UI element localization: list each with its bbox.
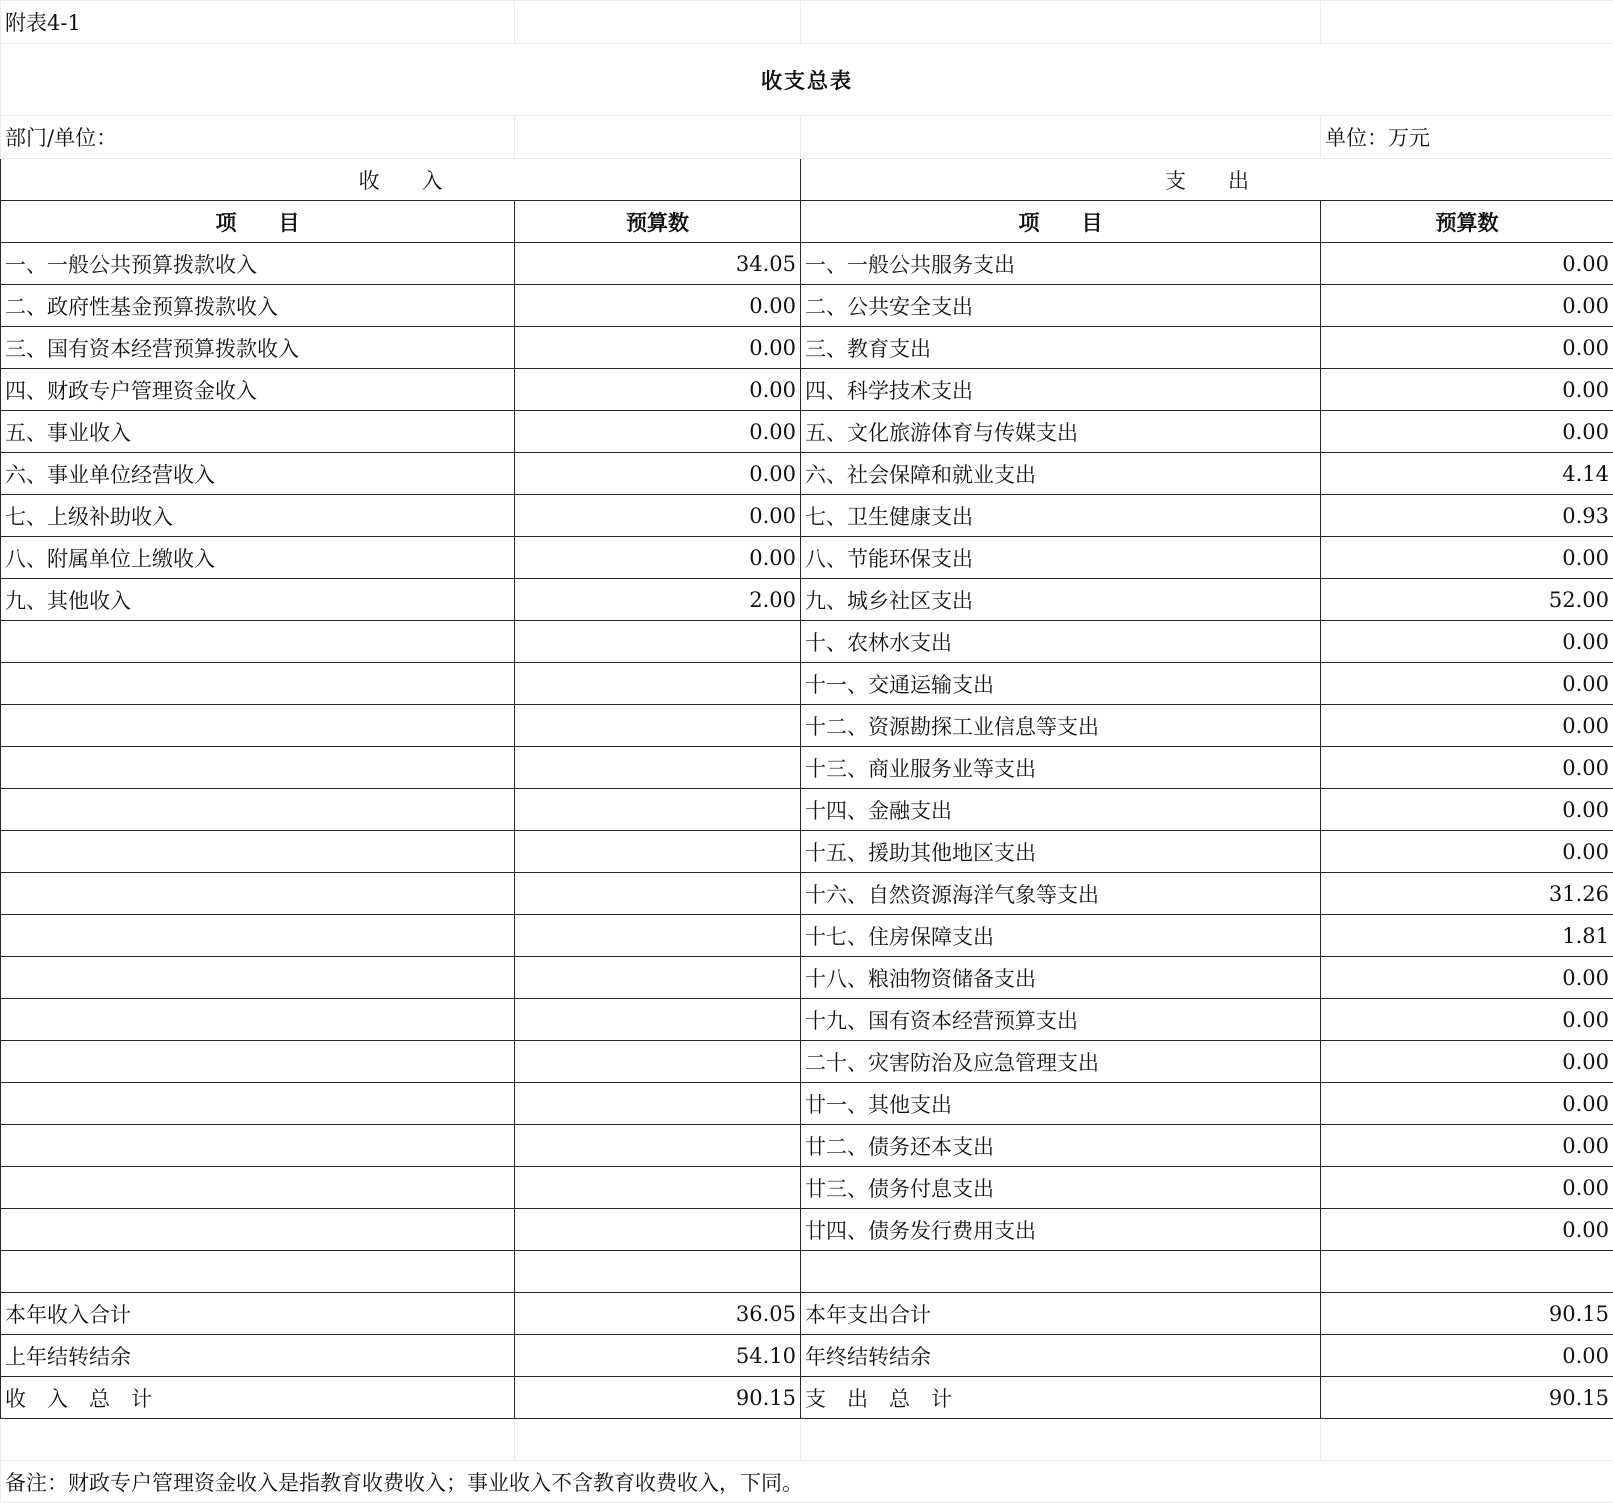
expense-item-cell: 十二、资源勘探工业信息等支出 — [801, 705, 1321, 747]
expense-value-cell: 0.00 — [1321, 369, 1613, 411]
income-item-cell — [1, 1167, 515, 1209]
income-value-cell — [515, 747, 801, 789]
expense-budget-header: 预算数 — [1321, 201, 1613, 243]
expense-value-cell: 0.00 — [1321, 663, 1613, 705]
income-value-cell: 0.00 — [515, 411, 801, 453]
income-value-cell — [515, 621, 801, 663]
expense-item-cell: 廿一、其他支出 — [801, 1083, 1321, 1125]
expense-value-cell: 0.00 — [1321, 789, 1613, 831]
table-row — [1, 1251, 1613, 1293]
income-value-cell — [515, 999, 801, 1041]
table-row — [1, 1335, 1613, 1377]
income-value-cell: 54.10 — [515, 1335, 801, 1377]
expense-item-cell: 十七、住房保障支出 — [801, 915, 1321, 957]
table-row — [1, 831, 1613, 873]
expense-value-cell: 0.00 — [1321, 1083, 1613, 1125]
expense-value-cell — [1321, 1251, 1613, 1293]
income-header: 收 入 — [1, 159, 801, 201]
table-row — [1, 1167, 1613, 1209]
expense-value-cell: 0.00 — [1321, 411, 1613, 453]
income-value-cell: 0.00 — [515, 369, 801, 411]
expense-value-cell: 90.15 — [1321, 1293, 1613, 1335]
expense-item-cell: 八、节能环保支出 — [801, 537, 1321, 579]
income-item-cell: 收 入 总 计 — [1, 1377, 515, 1419]
expense-item-cell: 十三、商业服务业等支出 — [801, 747, 1321, 789]
expense-value-cell: 4.14 — [1321, 453, 1613, 495]
expense-value-cell: 0.00 — [1321, 285, 1613, 327]
expense-item-cell: 十四、金融支出 — [801, 789, 1321, 831]
expense-value-cell: 0.00 — [1321, 1125, 1613, 1167]
income-value-cell: 2.00 — [515, 579, 801, 621]
income-value-cell — [515, 663, 801, 705]
income-value-cell: 0.00 — [515, 327, 801, 369]
income-item-cell: 四、财政专户管理资金收入 — [1, 369, 515, 411]
table-row — [1, 957, 1613, 999]
expense-value-cell: 1.81 — [1321, 915, 1613, 957]
income-value-cell — [515, 831, 801, 873]
table-row — [1, 1209, 1613, 1251]
expense-item-cell: 六、社会保障和就业支出 — [801, 453, 1321, 495]
table-row — [1, 1377, 1613, 1419]
expense-item-cell: 十九、国有资本经营预算支出 — [801, 999, 1321, 1041]
table-row — [1, 705, 1613, 747]
expense-value-cell: 0.00 — [1321, 243, 1613, 285]
income-value-cell: 34.05 — [515, 243, 801, 285]
expense-item-cell: 三、教育支出 — [801, 327, 1321, 369]
expense-item-cell: 本年支出合计 — [801, 1293, 1321, 1335]
expense-item-cell: 四、科学技术支出 — [801, 369, 1321, 411]
income-value-cell — [515, 1083, 801, 1125]
expense-value-cell: 0.00 — [1321, 747, 1613, 789]
table-row — [1, 327, 1613, 369]
income-value-cell: 0.00 — [515, 495, 801, 537]
income-value-cell: 0.00 — [515, 537, 801, 579]
income-item-cell — [1, 747, 515, 789]
income-value-cell — [515, 1167, 801, 1209]
expense-value-cell: 0.00 — [1321, 999, 1613, 1041]
income-item-cell — [1, 1209, 515, 1251]
table-row — [1, 453, 1613, 495]
income-item-cell — [1, 1251, 515, 1293]
expense-item-cell: 十五、援助其他地区支出 — [801, 831, 1321, 873]
table-row — [1, 495, 1613, 537]
expense-item-cell: 七、卫生健康支出 — [801, 495, 1321, 537]
income-item-cell: 九、其他收入 — [1, 579, 515, 621]
income-value-cell — [515, 1125, 801, 1167]
income-value-cell — [515, 705, 801, 747]
expense-item-cell: 二、公共安全支出 — [801, 285, 1321, 327]
income-value-cell — [515, 873, 801, 915]
expense-value-cell: 0.00 — [1321, 621, 1613, 663]
table-row — [1, 999, 1613, 1041]
income-item-cell: 五、事业收入 — [1, 411, 515, 453]
income-item-cell — [1, 915, 515, 957]
income-item-header: 项 目 — [1, 201, 515, 243]
income-item-cell — [1, 789, 515, 831]
income-value-cell: 0.00 — [515, 285, 801, 327]
table-row — [1, 1083, 1613, 1125]
table-row — [1, 747, 1613, 789]
table-row — [1, 369, 1613, 411]
table-row — [1, 789, 1613, 831]
expense-item-cell: 廿二、债务还本支出 — [801, 1125, 1321, 1167]
income-item-cell: 上年结转结余 — [1, 1335, 515, 1377]
table-row — [1, 537, 1613, 579]
income-item-cell — [1, 999, 515, 1041]
page-title: 收支总表 — [1, 44, 1613, 116]
table-row — [1, 873, 1613, 915]
table-row — [1, 579, 1613, 621]
income-item-cell — [1, 1041, 515, 1083]
expense-value-cell: 0.00 — [1321, 327, 1613, 369]
expense-value-cell: 0.00 — [1321, 537, 1613, 579]
income-item-cell — [1, 831, 515, 873]
income-item-cell — [1, 663, 515, 705]
table-row — [1, 1293, 1613, 1335]
income-value-cell: 90.15 — [515, 1377, 801, 1419]
expense-item-header: 项 目 — [801, 201, 1321, 243]
income-value-cell — [515, 1251, 801, 1293]
table-row — [1, 915, 1613, 957]
expense-item-cell: 十八、粮油物资储备支出 — [801, 957, 1321, 999]
income-item-cell: 六、事业单位经营收入 — [1, 453, 515, 495]
dept-label: 部门/单位： — [1, 116, 515, 159]
income-value-cell — [515, 789, 801, 831]
expense-item-cell: 支 出 总 计 — [801, 1377, 1321, 1419]
expense-item-cell: 十六、自然资源海洋气象等支出 — [801, 873, 1321, 915]
income-item-cell — [1, 1125, 515, 1167]
income-budget-header: 预算数 — [515, 201, 801, 243]
expense-value-cell: 90.15 — [1321, 1377, 1613, 1419]
income-item-cell: 三、国有资本经营预算拨款收入 — [1, 327, 515, 369]
expense-value-cell: 0.00 — [1321, 705, 1613, 747]
income-item-cell: 二、政府性基金预算拨款收入 — [1, 285, 515, 327]
expense-value-cell: 31.26 — [1321, 873, 1613, 915]
expense-value-cell: 0.93 — [1321, 495, 1613, 537]
expense-item-cell: 年终结转结余 — [801, 1335, 1321, 1377]
unit-label: 单位：万元 — [1321, 116, 1613, 159]
expense-header: 支 出 — [801, 159, 1613, 201]
income-item-cell — [1, 705, 515, 747]
expense-item-cell — [801, 1251, 1321, 1293]
table-row — [1, 1041, 1613, 1083]
expense-item-cell: 廿四、债务发行费用支出 — [801, 1209, 1321, 1251]
expense-value-cell: 0.00 — [1321, 1041, 1613, 1083]
expense-item-cell: 廿三、债务付息支出 — [801, 1167, 1321, 1209]
income-item-cell: 一、一般公共预算拨款收入 — [1, 243, 515, 285]
table-row — [1, 1125, 1613, 1167]
table-row — [1, 243, 1613, 285]
expense-item-cell: 二十、灾害防治及应急管理支出 — [801, 1041, 1321, 1083]
expense-value-cell: 0.00 — [1321, 831, 1613, 873]
income-item-cell: 七、上级补助收入 — [1, 495, 515, 537]
income-value-cell — [515, 915, 801, 957]
income-item-cell — [1, 621, 515, 663]
income-item-cell: 八、附属单位上缴收入 — [1, 537, 515, 579]
table-row — [1, 621, 1613, 663]
income-item-cell — [1, 873, 515, 915]
expense-item-cell: 五、文化旅游体育与传媒支出 — [801, 411, 1321, 453]
appendix-label: 附表4-1 — [1, 1, 515, 44]
expense-item-cell: 十一、交通运输支出 — [801, 663, 1321, 705]
table-row — [1, 285, 1613, 327]
income-item-cell — [1, 957, 515, 999]
expense-item-cell: 十、农林水支出 — [801, 621, 1321, 663]
expense-value-cell: 0.00 — [1321, 957, 1613, 999]
income-value-cell — [515, 1209, 801, 1251]
expense-value-cell: 0.00 — [1321, 1209, 1613, 1251]
income-value-cell: 0.00 — [515, 453, 801, 495]
expense-value-cell: 0.00 — [1321, 1167, 1613, 1209]
table-row — [1, 663, 1613, 705]
expense-value-cell: 52.00 — [1321, 579, 1613, 621]
expense-item-cell: 九、城乡社区支出 — [801, 579, 1321, 621]
expense-value-cell: 0.00 — [1321, 1335, 1613, 1377]
income-value-cell: 36.05 — [515, 1293, 801, 1335]
income-value-cell — [515, 1041, 801, 1083]
income-item-cell: 本年收入合计 — [1, 1293, 515, 1335]
table-row — [1, 411, 1613, 453]
income-value-cell — [515, 957, 801, 999]
expense-item-cell: 一、一般公共服务支出 — [801, 243, 1321, 285]
income-item-cell — [1, 1083, 515, 1125]
footnote: 备注：财政专户管理资金收入是指教育收费收入；事业收入不含教育收费收入，下同。 — [1, 1461, 1613, 1503]
